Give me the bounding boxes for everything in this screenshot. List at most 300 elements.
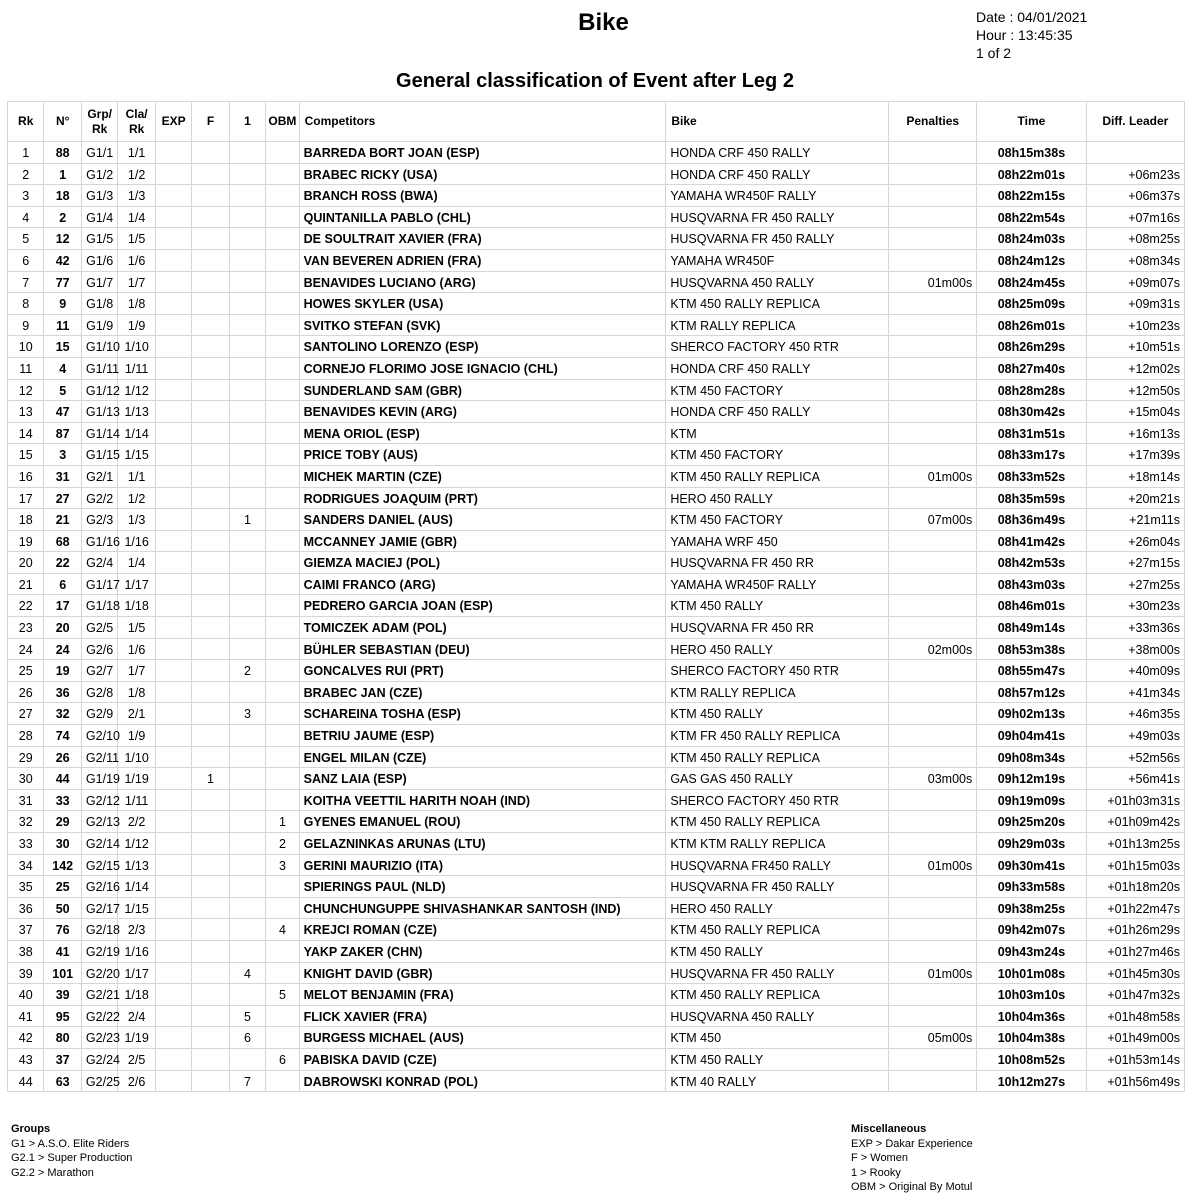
table-row (8, 617, 1185, 639)
bib-cell: 26 (44, 746, 81, 768)
group-rank-cell: G1/18 (81, 595, 117, 617)
exp-cell (155, 444, 191, 466)
time-cell: 08h25m09s (977, 293, 1086, 315)
competitor-cell: KOITHA VEETTIL HARITH NOAH (IND) (299, 789, 666, 811)
legend-item: G2.2 > Marathon (11, 1166, 94, 1179)
competitor-cell: GELAZNINKAS ARUNAS (LTU) (299, 833, 666, 855)
class-rank-cell: 1/18 (118, 984, 155, 1006)
table-row (8, 1070, 1185, 1092)
rank-cell: 2 (8, 163, 44, 185)
obm-cell (266, 573, 299, 595)
group-rank-cell: G2/10 (81, 725, 117, 747)
rooky-cell (229, 940, 265, 962)
competitor-cell: HOWES SKYLER (USA) (299, 293, 666, 315)
rooky-cell (229, 833, 265, 855)
group-rank-cell: G1/15 (81, 444, 117, 466)
women-cell (192, 940, 229, 962)
obm-cell (266, 660, 299, 682)
time-cell: 08h55m47s (977, 660, 1086, 682)
obm-cell (266, 552, 299, 574)
women-cell (192, 142, 229, 164)
women-cell (192, 1005, 229, 1027)
rank-cell: 4 (8, 206, 44, 228)
bib-cell: 101 (44, 962, 81, 984)
bib-cell: 41 (44, 940, 81, 962)
rank-cell: 1 (8, 142, 44, 164)
time-cell: 08h49m14s (977, 617, 1086, 639)
legend-item: OBM > Original By Motul (851, 1181, 973, 1193)
table-row (8, 465, 1185, 487)
exp-cell (155, 681, 191, 703)
time-cell: 10h01m08s (977, 962, 1086, 984)
group-rank-cell: G2/20 (81, 962, 117, 984)
column-header: Rk (8, 102, 44, 142)
women-cell (192, 509, 229, 531)
class-rank-cell: 1/12 (118, 833, 155, 855)
competitor-cell: CORNEJO FLORIMO JOSE IGNACIO (CHL) (299, 357, 666, 379)
column-header: Diff. Leader (1086, 102, 1184, 142)
bib-cell: 1 (44, 163, 81, 185)
diff-leader-cell: +12m02s (1086, 357, 1184, 379)
rank-cell: 28 (8, 725, 44, 747)
competitor-cell: BARREDA BORT JOAN (ESP) (299, 142, 666, 164)
table-row (8, 336, 1185, 358)
table-row (8, 142, 1185, 164)
column-header: EXP (155, 102, 191, 142)
class-rank-cell: 1/19 (118, 768, 155, 790)
rooky-cell (229, 681, 265, 703)
rank-cell: 40 (8, 984, 44, 1006)
women-cell (192, 465, 229, 487)
women-cell (192, 660, 229, 682)
obm-cell (266, 465, 299, 487)
rank-cell: 16 (8, 465, 44, 487)
penalties-cell (889, 984, 977, 1006)
penalties-cell (889, 444, 977, 466)
women-cell (192, 228, 229, 250)
diff-leader-cell: +01h18m20s (1086, 876, 1184, 898)
group-rank-cell: G1/4 (81, 206, 117, 228)
diff-leader-cell: +01h45m30s (1086, 962, 1184, 984)
time-cell: 09h04m41s (977, 725, 1086, 747)
bike-cell: YAMAHA WR450F RALLY (666, 185, 889, 207)
table-row (8, 811, 1185, 833)
obm-cell (266, 206, 299, 228)
bike-cell: KTM 450 RALLY REPLICA (666, 293, 889, 315)
table-row (8, 185, 1185, 207)
table-row (8, 725, 1185, 747)
rank-cell: 33 (8, 833, 44, 855)
competitor-cell: TOMICZEK ADAM (POL) (299, 617, 666, 639)
obm-cell (266, 1027, 299, 1049)
time-cell: 08h28m28s (977, 379, 1086, 401)
rank-cell: 17 (8, 487, 44, 509)
report-hour: Hour : 13:45:35 (976, 27, 1073, 43)
misc-legend-title: Miscellaneous (851, 1123, 927, 1135)
class-rank-cell: 1/16 (118, 530, 155, 552)
obm-cell (266, 228, 299, 250)
competitor-cell: MICHEK MARTIN (CZE) (299, 465, 666, 487)
women-cell (192, 293, 229, 315)
group-rank-cell: G1/12 (81, 379, 117, 401)
time-cell: 09h02m13s (977, 703, 1086, 725)
rank-cell: 9 (8, 314, 44, 336)
bike-cell: KTM 450 (666, 1027, 889, 1049)
bike-cell: HUSQVARNA FR 450 RR (666, 617, 889, 639)
table-row (8, 271, 1185, 293)
rank-cell: 18 (8, 509, 44, 531)
bib-cell: 95 (44, 1005, 81, 1027)
bike-cell: HONDA CRF 450 RALLY (666, 142, 889, 164)
class-rank-cell: 1/7 (118, 660, 155, 682)
bike-cell: HONDA CRF 450 RALLY (666, 163, 889, 185)
table-row (8, 573, 1185, 595)
obm-cell (266, 962, 299, 984)
women-cell (192, 444, 229, 466)
bike-cell: HUSQVARNA FR 450 RALLY (666, 206, 889, 228)
group-rank-cell: G2/25 (81, 1070, 117, 1092)
rooky-cell (229, 293, 265, 315)
obm-cell (266, 249, 299, 271)
obm-cell (266, 444, 299, 466)
bib-cell: 9 (44, 293, 81, 315)
competitor-cell: PABISKA DAVID (CZE) (299, 1048, 666, 1070)
rooky-cell (229, 876, 265, 898)
diff-leader-cell: +30m23s (1086, 595, 1184, 617)
table-row (8, 357, 1185, 379)
penalties-cell (889, 142, 977, 164)
group-rank-cell: G1/10 (81, 336, 117, 358)
time-cell: 08h46m01s (977, 595, 1086, 617)
column-header: F (192, 102, 229, 142)
exp-cell (155, 876, 191, 898)
obm-cell: 5 (266, 984, 299, 1006)
women-cell (192, 379, 229, 401)
misc-legend (851, 1122, 973, 1195)
penalties-cell (889, 228, 977, 250)
rooky-cell: 7 (229, 1070, 265, 1092)
class-rank-cell: 1/6 (118, 638, 155, 660)
group-rank-cell: G1/5 (81, 228, 117, 250)
obm-cell (266, 336, 299, 358)
exp-cell (155, 638, 191, 660)
table-row (8, 746, 1185, 768)
group-rank-cell: G2/22 (81, 1005, 117, 1027)
obm-cell: 2 (266, 833, 299, 855)
legend-item: EXP > Dakar Experience (851, 1137, 973, 1150)
table-row (8, 487, 1185, 509)
time-cell: 10h04m36s (977, 1005, 1086, 1027)
bib-cell: 37 (44, 1048, 81, 1070)
diff-leader-cell: +01h49m00s (1086, 1027, 1184, 1049)
time-cell: 08h26m01s (977, 314, 1086, 336)
competitor-cell: GIEMZA MACIEJ (POL) (299, 552, 666, 574)
bike-cell: HERO 450 RALLY (666, 897, 889, 919)
penalties-cell (889, 746, 977, 768)
exp-cell (155, 897, 191, 919)
rank-cell: 31 (8, 789, 44, 811)
obm-cell (266, 617, 299, 639)
exp-cell (155, 833, 191, 855)
group-rank-cell: G2/15 (81, 854, 117, 876)
time-cell: 08h42m53s (977, 552, 1086, 574)
bib-cell: 3 (44, 444, 81, 466)
rank-cell: 22 (8, 595, 44, 617)
penalties-cell (889, 530, 977, 552)
bike-cell: KTM 450 RALLY (666, 1048, 889, 1070)
penalties-cell (889, 249, 977, 271)
competitor-cell: MENA ORIOL (ESP) (299, 422, 666, 444)
competitor-cell: BRABEC RICKY (USA) (299, 163, 666, 185)
table-row (8, 314, 1185, 336)
time-cell: 08h26m29s (977, 336, 1086, 358)
rank-cell: 25 (8, 660, 44, 682)
table-row (8, 293, 1185, 315)
column-header: Competitors (299, 102, 666, 142)
rank-cell: 21 (8, 573, 44, 595)
bike-cell: KTM 450 RALLY REPLICA (666, 746, 889, 768)
exp-cell (155, 293, 191, 315)
bib-cell: 36 (44, 681, 81, 703)
penalties-cell (889, 876, 977, 898)
time-cell: 09h38m25s (977, 897, 1086, 919)
time-cell: 09h08m34s (977, 746, 1086, 768)
group-rank-cell: G2/11 (81, 746, 117, 768)
penalties-cell: 03m00s (889, 768, 977, 790)
obm-cell: 3 (266, 854, 299, 876)
exp-cell (155, 487, 191, 509)
exp-cell (155, 595, 191, 617)
column-header: Penalties (889, 102, 977, 142)
bike-cell: KTM 450 FACTORY (666, 379, 889, 401)
obm-cell (266, 379, 299, 401)
women-cell (192, 811, 229, 833)
groups-legend-title: Groups (11, 1123, 51, 1135)
rank-cell: 29 (8, 746, 44, 768)
rooky-cell (229, 422, 265, 444)
women-cell (192, 401, 229, 423)
women-cell (192, 833, 229, 855)
bike-cell: KTM 450 FACTORY (666, 444, 889, 466)
group-rank-cell: G2/23 (81, 1027, 117, 1049)
rank-cell: 37 (8, 919, 44, 941)
penalties-cell (889, 185, 977, 207)
bib-cell: 39 (44, 984, 81, 1006)
competitor-cell: GONCALVES RUI (PRT) (299, 660, 666, 682)
bib-cell: 12 (44, 228, 81, 250)
exp-cell (155, 379, 191, 401)
time-cell: 09h42m07s (977, 919, 1086, 941)
rooky-cell (229, 336, 265, 358)
competitor-cell: SCHAREINA TOSHA (ESP) (299, 703, 666, 725)
page-counter: 1 of 2 (976, 45, 1012, 61)
time-cell: 09h30m41s (977, 854, 1086, 876)
bib-cell: 27 (44, 487, 81, 509)
class-rank-cell: 1/1 (118, 465, 155, 487)
legend-item: 1 > Rooky (851, 1166, 901, 1179)
table-row (8, 789, 1185, 811)
diff-leader-cell: +01h13m25s (1086, 833, 1184, 855)
rank-cell: 3 (8, 185, 44, 207)
diff-leader-cell: +15m04s (1086, 401, 1184, 423)
diff-leader-cell: +10m51s (1086, 336, 1184, 358)
rooky-cell (229, 552, 265, 574)
diff-leader-cell: +27m25s (1086, 573, 1184, 595)
diff-leader-cell: +01h48m58s (1086, 1005, 1184, 1027)
bike-cell: KTM RALLY REPLICA (666, 681, 889, 703)
bike-cell: HUSQVARNA FR 450 RALLY (666, 228, 889, 250)
class-rank-cell: 1/14 (118, 422, 155, 444)
competitor-cell: KNIGHT DAVID (GBR) (299, 962, 666, 984)
rooky-cell (229, 725, 265, 747)
legend-item: G1 > A.S.O. Elite Riders (11, 1137, 130, 1150)
diff-leader-cell: +01h53m14s (1086, 1048, 1184, 1070)
rooky-cell (229, 897, 265, 919)
bike-cell: KTM RALLY REPLICA (666, 314, 889, 336)
class-rank-cell: 1/4 (118, 206, 155, 228)
table-body (8, 142, 1185, 1092)
bib-cell: 74 (44, 725, 81, 747)
competitor-cell: QUINTANILLA PABLO (CHL) (299, 206, 666, 228)
rank-cell: 35 (8, 876, 44, 898)
class-rank-cell: 1/8 (118, 293, 155, 315)
table-row (8, 768, 1185, 790)
group-rank-cell: G2/13 (81, 811, 117, 833)
competitor-cell: BRANCH ROSS (BWA) (299, 185, 666, 207)
penalties-cell: 01m00s (889, 854, 977, 876)
rooky-cell (229, 811, 265, 833)
bib-cell: 33 (44, 789, 81, 811)
rank-cell: 20 (8, 552, 44, 574)
exp-cell (155, 249, 191, 271)
group-rank-cell: G1/3 (81, 185, 117, 207)
obm-cell (266, 185, 299, 207)
rooky-cell (229, 314, 265, 336)
time-cell: 08h15m38s (977, 142, 1086, 164)
group-rank-cell: G1/17 (81, 573, 117, 595)
competitor-cell: FLICK XAVIER (FRA) (299, 1005, 666, 1027)
rooky-cell: 4 (229, 962, 265, 984)
bike-cell: SHERCO FACTORY 450 RTR (666, 336, 889, 358)
bib-cell: 142 (44, 854, 81, 876)
rooky-cell: 6 (229, 1027, 265, 1049)
table-row (8, 854, 1185, 876)
competitor-cell: DE SOULTRAIT XAVIER (FRA) (299, 228, 666, 250)
bib-cell: 32 (44, 703, 81, 725)
rooky-cell: 2 (229, 660, 265, 682)
competitor-cell: GERINI MAURIZIO (ITA) (299, 854, 666, 876)
rank-cell: 6 (8, 249, 44, 271)
group-rank-cell: G2/1 (81, 465, 117, 487)
class-rank-cell: 1/14 (118, 876, 155, 898)
rooky-cell (229, 768, 265, 790)
diff-leader-cell: +01h09m42s (1086, 811, 1184, 833)
class-rank-cell: 2/4 (118, 1005, 155, 1027)
penalties-cell (889, 1005, 977, 1027)
class-rank-cell: 1/13 (118, 401, 155, 423)
rooky-cell (229, 487, 265, 509)
bike-cell: HUSQVARNA FR 450 RALLY (666, 962, 889, 984)
group-rank-cell: G1/6 (81, 249, 117, 271)
diff-leader-cell: +20m21s (1086, 487, 1184, 509)
rooky-cell: 1 (229, 509, 265, 531)
rooky-cell (229, 357, 265, 379)
rank-cell: 39 (8, 962, 44, 984)
rooky-cell (229, 984, 265, 1006)
group-rank-cell: G2/7 (81, 660, 117, 682)
class-rank-cell: 2/3 (118, 919, 155, 941)
classification-title: General classification of Event after Leg 2 (396, 70, 794, 92)
penalties-cell (889, 789, 977, 811)
bib-cell: 4 (44, 357, 81, 379)
obm-cell (266, 163, 299, 185)
bike-cell: KTM 450 RALLY (666, 940, 889, 962)
diff-leader-cell: +01h03m31s (1086, 789, 1184, 811)
rooky-cell (229, 185, 265, 207)
diff-leader-cell: +56m41s (1086, 768, 1184, 790)
column-header: Grp/ Rk (81, 102, 117, 142)
group-rank-cell: G1/8 (81, 293, 117, 315)
rooky-cell (229, 617, 265, 639)
column-header: N° (44, 102, 81, 142)
rank-cell: 19 (8, 530, 44, 552)
obm-cell (266, 703, 299, 725)
diff-leader-cell: +40m09s (1086, 660, 1184, 682)
table-row (8, 509, 1185, 531)
exp-cell (155, 1070, 191, 1092)
exp-cell (155, 357, 191, 379)
class-rank-cell: 1/7 (118, 271, 155, 293)
bib-cell: 80 (44, 1027, 81, 1049)
penalties-cell (889, 681, 977, 703)
bike-cell: KTM 450 FACTORY (666, 509, 889, 531)
group-rank-cell: G2/4 (81, 552, 117, 574)
time-cell: 09h43m24s (977, 940, 1086, 962)
exp-cell (155, 1005, 191, 1027)
competitor-cell: SUNDERLAND SAM (GBR) (299, 379, 666, 401)
women-cell (192, 573, 229, 595)
class-rank-cell: 1/6 (118, 249, 155, 271)
time-cell: 09h12m19s (977, 768, 1086, 790)
rooky-cell (229, 919, 265, 941)
penalties-cell (889, 1070, 977, 1092)
group-rank-cell: G2/8 (81, 681, 117, 703)
exp-cell (155, 789, 191, 811)
rooky-cell (229, 444, 265, 466)
table-row (8, 163, 1185, 185)
bib-cell: 77 (44, 271, 81, 293)
women-cell (192, 552, 229, 574)
competitor-cell: SPIERINGS PAUL (NLD) (299, 876, 666, 898)
obm-cell (266, 357, 299, 379)
report-meta (976, 8, 1087, 62)
table-row (8, 984, 1185, 1006)
time-cell: 10h03m10s (977, 984, 1086, 1006)
women-cell (192, 185, 229, 207)
time-cell: 08h57m12s (977, 681, 1086, 703)
class-rank-cell: 1/3 (118, 509, 155, 531)
penalties-cell (889, 833, 977, 855)
class-rank-cell: 1/5 (118, 617, 155, 639)
rooky-cell (229, 595, 265, 617)
obm-cell (266, 422, 299, 444)
women-cell (192, 595, 229, 617)
group-rank-cell: G1/19 (81, 768, 117, 790)
class-rank-cell: 1/11 (118, 789, 155, 811)
penalties-cell (889, 314, 977, 336)
rooky-cell (229, 1048, 265, 1070)
rooky-cell (229, 401, 265, 423)
